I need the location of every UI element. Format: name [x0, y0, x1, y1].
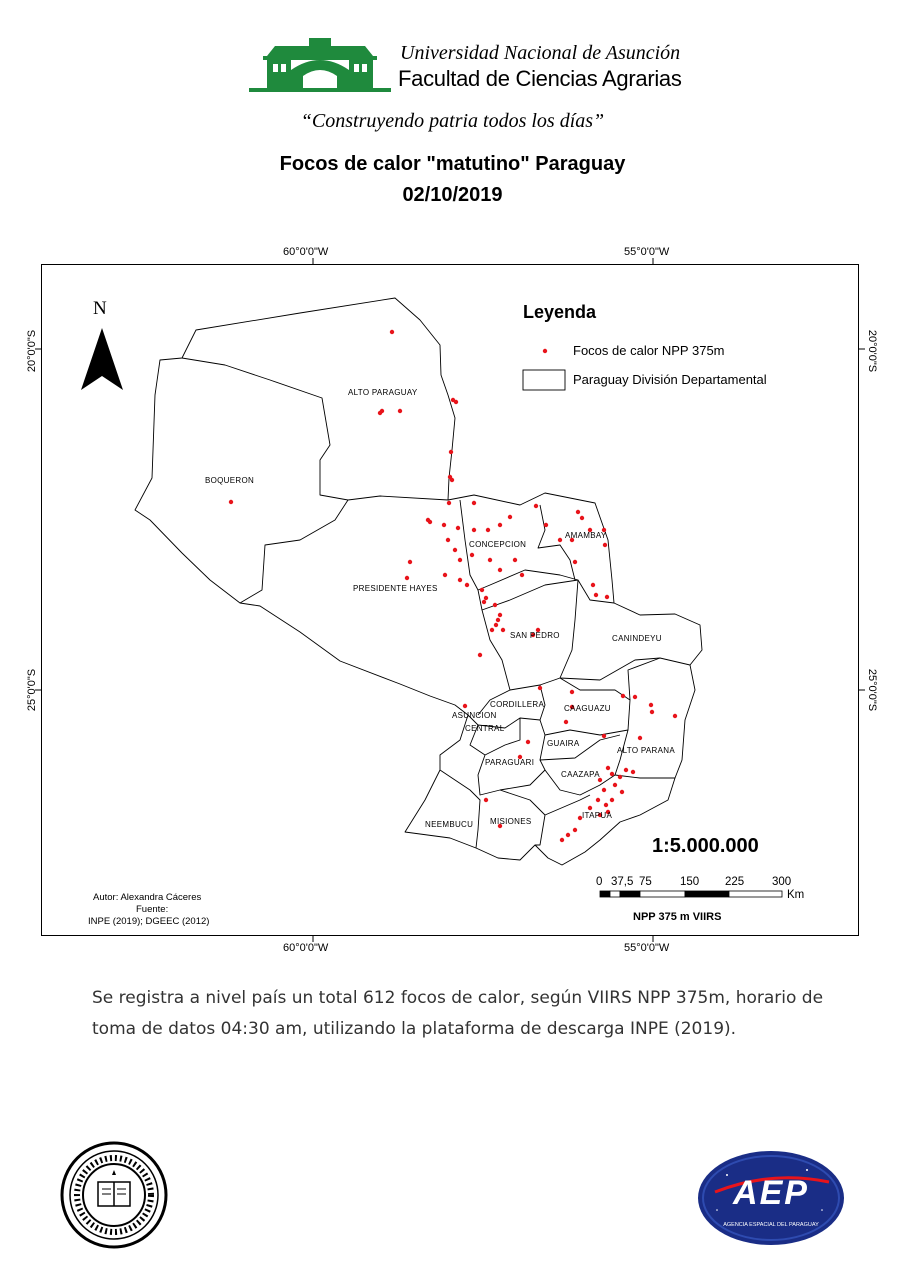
sensor-label: NPP 375 m VIIRS — [633, 911, 722, 923]
fire-point — [390, 330, 394, 334]
dept-label-concepcion: CONCEPCION — [469, 540, 527, 549]
dept-label-presidente-hayes: PRESIDENTE HAYES — [353, 584, 438, 593]
fire-point — [534, 504, 538, 508]
university-name: Universidad Nacional de Asunción — [400, 42, 681, 64]
dept-label-caaguazu: CAAGUAZU — [564, 704, 611, 713]
fire-point — [426, 518, 430, 522]
scale-tick-0: 0 — [596, 876, 603, 888]
fire-point — [501, 628, 505, 632]
fire-point — [588, 806, 592, 810]
dept-label-neembucu: NEEMBUCU — [425, 820, 474, 829]
lat-tick-right-25s: 25°0'0"S — [866, 668, 878, 712]
fire-point — [596, 798, 600, 802]
lon-tick-bottom-60w: 60°0'0"W — [283, 942, 329, 954]
fire-point — [513, 558, 517, 562]
fire-point — [650, 710, 654, 714]
boundary-boqueron-pres-hayes — [240, 500, 348, 603]
fire-point — [454, 400, 458, 404]
fire-point — [405, 576, 409, 580]
dept-label-alto-paraguay: ALTO PARAGUAY — [348, 388, 418, 397]
fire-point — [610, 772, 614, 776]
fire-point — [456, 526, 460, 530]
fire-point — [649, 703, 653, 707]
fire-point — [493, 603, 497, 607]
university-seal-icon — [58, 1140, 170, 1250]
fire-point — [633, 695, 637, 699]
fire-point — [638, 736, 642, 740]
fire-point — [538, 686, 542, 690]
north-arrow-icon — [81, 328, 123, 390]
fire-point — [560, 838, 564, 842]
credits-source-label: Fuente: — [136, 904, 169, 915]
dept-label-guaira: GUAIRA — [547, 739, 580, 748]
fire-point — [603, 543, 607, 547]
boundary-san-pedro-canindeyu — [560, 580, 690, 680]
fire-point — [570, 690, 574, 694]
fire-point — [446, 538, 450, 542]
scale-ratio: 1:5.000.000 — [652, 835, 759, 857]
legend-fire-point-icon — [543, 349, 547, 353]
legend-fire-points-label: Focos de calor NPP 375m — [573, 343, 725, 358]
fire-point — [573, 828, 577, 832]
fire-point — [594, 593, 598, 597]
faculty-name: Facultad de Ciencias Agrarias — [398, 66, 682, 91]
lat-tick-right-20s: 20°0'0"S — [866, 329, 878, 373]
dept-label-boqueron: BOQUERON — [205, 476, 255, 485]
fire-point — [496, 618, 500, 622]
fire-point — [442, 523, 446, 527]
fire-point — [618, 775, 622, 779]
fire-point — [482, 600, 486, 604]
dept-label-san-pedro: SAN PEDRO — [510, 631, 560, 640]
scale-bar — [600, 891, 782, 897]
fire-point — [229, 500, 233, 504]
fire-points-layer — [229, 330, 677, 842]
fire-point — [472, 501, 476, 505]
fire-point — [480, 588, 484, 592]
fire-point — [494, 623, 498, 627]
dept-label-amambay: AMAMBAY — [565, 531, 607, 540]
scale-tick-150: 150 — [680, 876, 700, 888]
scale-unit: Km — [787, 889, 805, 901]
dept-label-canindeyu: CANINDEYU — [612, 634, 662, 643]
fire-point — [591, 583, 595, 587]
fire-point — [576, 510, 580, 514]
fire-point — [465, 583, 469, 587]
fire-point — [606, 766, 610, 770]
fire-point — [488, 558, 492, 562]
map-date: 02/10/2019 — [402, 184, 503, 206]
fire-point — [610, 798, 614, 802]
fire-point — [631, 770, 635, 774]
aep-acronym: AEP — [733, 1174, 809, 1212]
fire-point — [558, 538, 562, 542]
fire-point — [498, 613, 502, 617]
legend-boundary-swatch — [523, 370, 565, 390]
legend-boundaries-label: Paraguay División Departamental — [573, 372, 767, 387]
fire-point — [566, 833, 570, 837]
fire-point — [449, 450, 453, 454]
fire-point — [544, 523, 548, 527]
fire-point — [408, 560, 412, 564]
aep-logo — [697, 1150, 845, 1246]
scale-tick-225: 225 — [725, 876, 745, 888]
fire-point — [450, 478, 454, 482]
lat-tick-left-25s: 25°0'0"S — [26, 668, 38, 712]
fire-point — [453, 548, 457, 552]
dept-label-cordillera: CORDILLERA — [490, 700, 545, 709]
lon-tick-top-55w: 55°0'0"W — [624, 246, 670, 258]
credits-sources: INPE (2019); DGEEC (2012) — [88, 916, 210, 927]
fire-point — [621, 694, 625, 698]
fire-point — [605, 595, 609, 599]
fire-point — [602, 788, 606, 792]
fire-point — [484, 798, 488, 802]
fire-point — [573, 560, 577, 564]
fire-point — [458, 558, 462, 562]
fire-point — [613, 783, 617, 787]
fire-point — [673, 714, 677, 718]
dept-label-paraguari: PARAGUARI — [485, 758, 535, 767]
lon-tick-top-60w: 60°0'0"W — [283, 246, 329, 258]
dept-label-asuncion: ASUNCION — [452, 711, 497, 720]
fire-point — [624, 768, 628, 772]
boundary-alto-parana — [615, 658, 675, 778]
fire-point — [472, 528, 476, 532]
north-label: N — [93, 298, 107, 319]
dept-label-caazapa: CAAZAPA — [561, 770, 600, 779]
scale-tick-37-5: 37,5 — [611, 876, 634, 888]
lon-tick-bottom-55w: 55°0'0"W — [624, 942, 670, 954]
map-title: Focos de calor "matutino" Paraguay — [279, 153, 626, 175]
legend-title: Leyenda — [523, 302, 597, 322]
fire-point — [520, 573, 524, 577]
fire-point — [447, 501, 451, 505]
scale-tick-75: 75 — [639, 876, 652, 888]
dept-label-misiones: MISIONES — [490, 817, 532, 826]
boundary-neembucu-misiones — [440, 770, 480, 848]
fire-point — [380, 409, 384, 413]
fire-point — [443, 573, 447, 577]
fire-point — [564, 720, 568, 724]
motto: “Construyendo patria todos los días” — [300, 110, 605, 132]
fire-point — [478, 653, 482, 657]
fire-point — [486, 528, 490, 532]
fire-point — [508, 515, 512, 519]
fire-point — [526, 740, 530, 744]
fire-point — [580, 516, 584, 520]
fire-point — [490, 628, 494, 632]
fire-point — [602, 734, 606, 738]
fire-point — [458, 578, 462, 582]
boundary-concepcion-amambay — [538, 505, 575, 580]
fire-point — [463, 704, 467, 708]
description-paragraph: Se registra a nivel país un total 612 focos de calor, según VIIRS NPP 375m, horario de toma de datos 04:30 am, utilizando la plataforma de descarga INPE (2019). — [92, 988, 824, 1039]
dept-label-itapua: ITAPUA — [582, 811, 613, 820]
scale-tick-300: 300 — [772, 876, 792, 888]
dept-label-alto-parana: ALTO PARANA — [617, 746, 675, 755]
boundary-central — [468, 715, 520, 755]
fire-point — [498, 523, 502, 527]
fire-point — [498, 568, 502, 572]
lat-tick-left-20s: 20°0'0"S — [26, 329, 38, 373]
fire-point — [604, 803, 608, 807]
dept-label-central: CENTRAL — [465, 724, 505, 733]
fire-point — [620, 790, 624, 794]
credits-author: Autor: Alexandra Cáceres — [93, 892, 202, 903]
fire-point — [470, 553, 474, 557]
fire-point — [484, 596, 488, 600]
aep-name: AGENCIA ESPACIAL DEL PARAGUAY — [723, 1222, 819, 1228]
fire-point — [398, 409, 402, 413]
